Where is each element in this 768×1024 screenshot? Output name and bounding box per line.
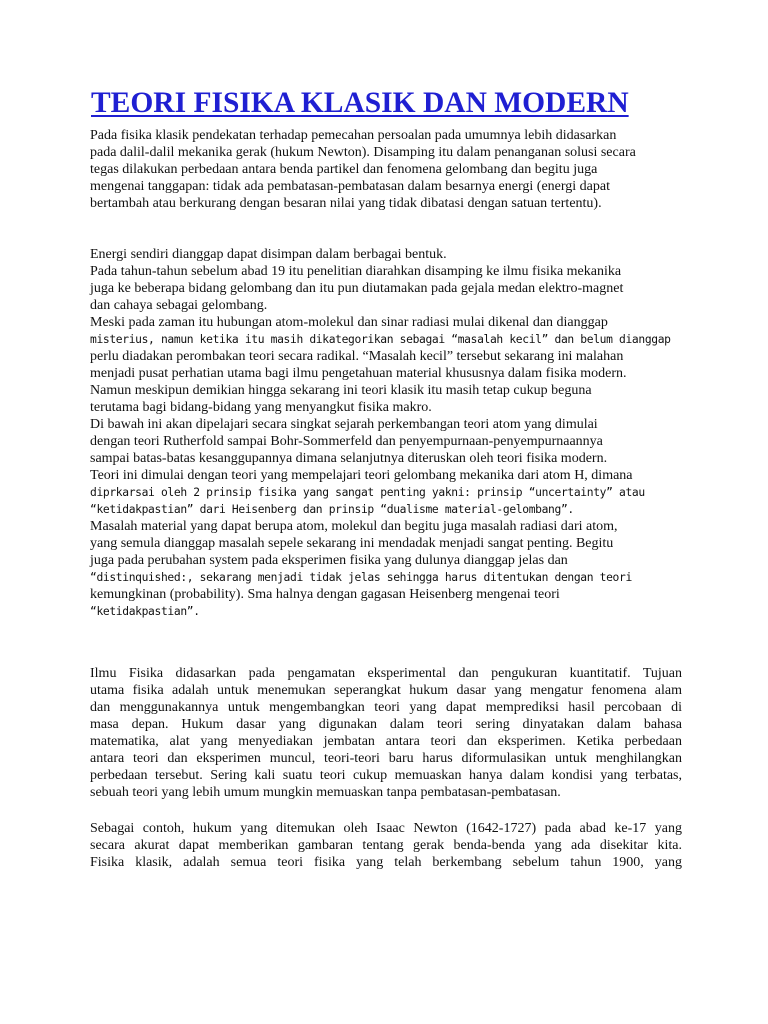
text-line: Di bawah ini akan dipelajari secara singkat sejarah perkembangan teori atom yang dimulai (90, 417, 598, 432)
text-line: masa depan. Hukum dasar yang digunakan dalam teori sering dinyatakan dalam bahasa (90, 717, 682, 732)
text-line: Pada tahun-tahun sebelum abad 19 itu penelitian diarahkan disamping ke ilmu fisika mekanika (90, 264, 622, 279)
text-line: matematika, alat yang menyediakan jembatan antara teori dan eksperimen. Ketika perbedaan (90, 734, 682, 749)
text-line: secara akurat dapat memberikan gambaran tentang gerak benda-benda yang ada disekitar kita. (90, 838, 682, 853)
text-line: juga ke beberapa bidang gelombang dan itu pun diutamakan pada gejala medan elektro-magnet (90, 281, 624, 296)
text-line: kemungkinan (probability). Sma halnya dengan gagasan Heisenberg mengenai teori (90, 587, 560, 602)
text-line: “distinquished:, sekarang menjadi tidak jelas sehingga harus ditentukan dengan teori (90, 571, 632, 584)
text-line: Teori ini dimulai dengan teori yang mempelajari teori gelombang mekanika dari atom H, dimana (90, 468, 633, 483)
text-line: juga pada perubahan system pada eksperimen fisika yang dulunya dianggap jelas dan (90, 553, 568, 568)
text-line: pada dalil-dalil mekanika gerak (hukum Newton). Disamping itu dalam penanganan solusi secara (90, 145, 636, 160)
text-line: misterius, namun ketika itu masih dikategorikan sebagai “masalah kecil” dan belum dianggap (90, 333, 671, 346)
text-line: “ketidakpastian” dari Heisenberg dan prinsip “dualisme material-gelombang”. (90, 503, 574, 516)
text-line: Sebagai contoh, hukum yang ditemukan oleh Isaac Newton (1642-1727) pada abad ke-17 yang (90, 821, 682, 836)
text-line: perbedaan tersebut. Sering kali suatu teori cukup memuaskan hanya dalam kondisi yang terbatas, (90, 768, 682, 783)
text-line: Meski pada zaman itu hubungan atom-molekul dan sinar radiasi mulai dikenal dan dianggap (90, 315, 608, 330)
text-line: mengenai tanggapan: tidak ada pembatasan-pembatasan dalam besarnya energi (energi dapat (90, 179, 610, 194)
text-line: Fisika klasik, adalah semua teori fisika yang telah berkembang sebelum tahun 1900, yang (90, 855, 682, 870)
text-line: Energi sendiri dianggap dapat disimpan dalam berbagai bentuk. (90, 247, 447, 262)
text-line: sebuah teori yang lebih umum mungkin memuaskan tanpa pembatasan-pembatasan. (90, 785, 561, 800)
paragraph-3 (90, 665, 682, 801)
text-line: diprkarsai oleh 2 prinsip fisika yang sangat penting yakni: prinsip “uncertainty” atau (90, 486, 645, 499)
paragraph-1 (90, 127, 682, 212)
text-line: dan cahaya sebagai gelombang. (90, 298, 268, 313)
paragraph-4 (90, 820, 682, 871)
text-line: sampai batas-batas kesanggupannya dimana selanjutnya diteruskan oleh teori fisika modern. (90, 451, 608, 466)
document-title: TEORI FISIKA KLASIK DAN MODERN (91, 87, 629, 119)
text-line: bertambah atau berkurang dengan besaran nilai yang tidak dibatasi dengan satuan tertentu). (90, 196, 602, 211)
text-line: Ilmu Fisika didasarkan pada pengamatan eksperimental dan pengukuran kuantitatif. Tujuan (90, 666, 682, 681)
text-line: utama fisika adalah untuk menemukan seperangkat hukum dasar yang mengatur fenomena alam (90, 683, 682, 698)
text-line: Masalah material yang dapat berupa atom, molekul dan begitu juga masalah radiasi dari atom, (90, 519, 618, 534)
text-line: “ketidakpastian”. (90, 605, 200, 618)
text-line: menjadi pusat perhatian utama bagi ilmu pengetahuan material khususnya dalam fisika modern. (90, 366, 627, 381)
text-line: dengan teori Rutherfold sampai Bohr-Sommerfeld dan penyempurnaan-penyempurnaannya (90, 434, 603, 449)
text-line: tegas dilakukan perbedaan antara benda partikel dan fenomena gelombang dan begitu juga (90, 162, 598, 177)
text-line: antara teori dan eksperimen muncul, teori-teori baru harus diformulasikan untuk menghilangkan (90, 751, 682, 766)
text-line: perlu diadakan perombakan teori secara radikal. “Masalah kecil” tersebut sekarang ini malahan (90, 349, 624, 364)
text-line: Pada fisika klasik pendekatan terhadap pemecahan persoalan pada umumnya lebih didasarkan (90, 128, 617, 143)
text-line: terutama bagi bidang-bidang yang menyangkut fisika makro. (90, 400, 432, 415)
text-line: yang semula dianggap masalah sepele sekarang ini mendadak menjadi sangat penting. Begitu (90, 536, 614, 551)
paragraph-2 (90, 246, 682, 620)
text-line: dan menggunakannya untuk mengembangkan teori yang dapat memprediksi hasil percobaan di (90, 700, 682, 715)
text-line: Namun meskipun demikian hingga sekarang ini teori klasik itu masih tetap cukup beguna (90, 383, 592, 398)
